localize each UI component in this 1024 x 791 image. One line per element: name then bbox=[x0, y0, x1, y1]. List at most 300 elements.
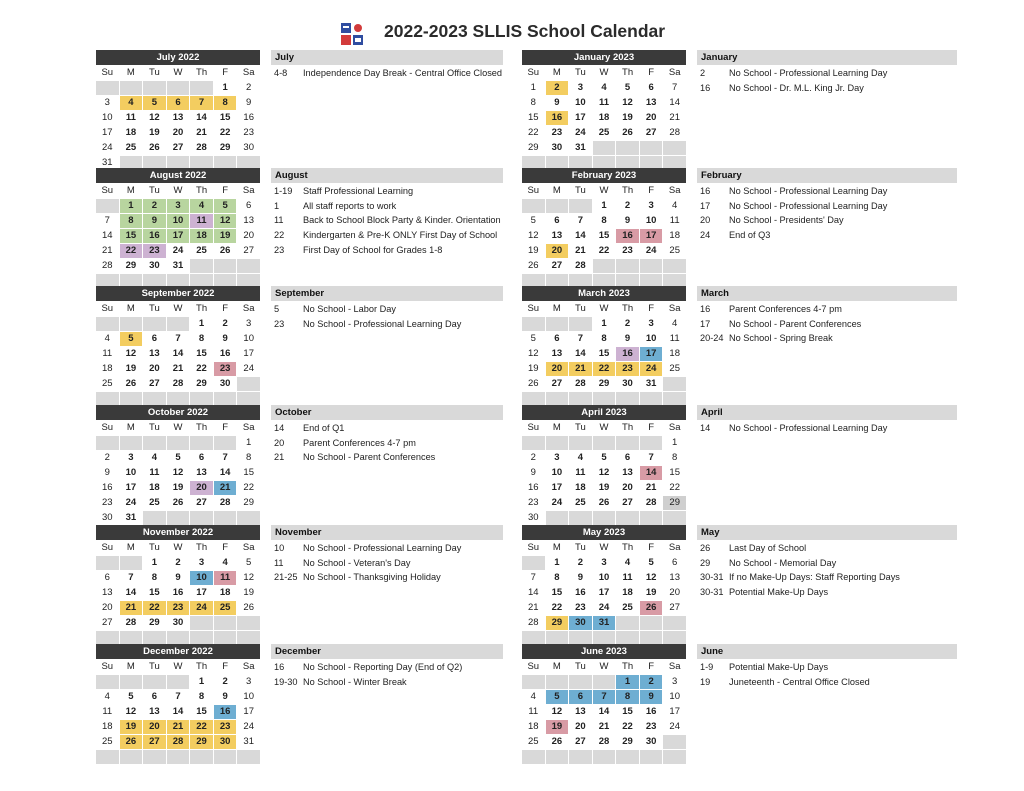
day-cell: 18 bbox=[120, 126, 143, 140]
empty-day-cell bbox=[237, 511, 260, 525]
day-cell: 20 bbox=[640, 111, 663, 125]
empty-day-cell bbox=[96, 436, 119, 450]
empty-day-cell bbox=[593, 436, 616, 450]
day-cell: 5 bbox=[593, 451, 616, 465]
weekday-header: W bbox=[599, 542, 609, 553]
event-text: Parent Conferences 4-7 pm bbox=[729, 304, 842, 314]
weekday-header: W bbox=[173, 661, 183, 672]
event-date: 2 bbox=[700, 68, 706, 78]
day-cell: 15 bbox=[593, 347, 616, 361]
day-cell: 11 bbox=[120, 111, 143, 125]
day-cell: 3 bbox=[120, 451, 143, 465]
event-text: Staff Professional Learning bbox=[303, 186, 414, 196]
day-cell: 12 bbox=[167, 466, 190, 480]
event-date: 19 bbox=[700, 676, 711, 687]
day-cell: 6 bbox=[546, 332, 569, 346]
empty-day-cell bbox=[522, 631, 545, 645]
empty-day-cell bbox=[237, 392, 260, 406]
empty-day-cell bbox=[640, 750, 663, 764]
day-cell: 12 bbox=[546, 705, 569, 719]
day-cell: 8 bbox=[120, 214, 143, 228]
month-grid bbox=[96, 66, 260, 170]
month-title: January 2023 bbox=[522, 50, 686, 65]
day-cell: 27 bbox=[616, 496, 639, 510]
empty-day-cell bbox=[167, 675, 190, 689]
event-item bbox=[271, 214, 503, 229]
empty-day-cell bbox=[616, 616, 639, 630]
event-date: 19-30 bbox=[274, 676, 298, 687]
event-text: Kindergarten & Pre-K ONLY First Day of School bbox=[303, 230, 498, 241]
day-cell: 7 bbox=[120, 571, 143, 585]
event-date: 30-31 bbox=[700, 587, 724, 598]
day-cell: 11 bbox=[569, 466, 592, 480]
empty-day-cell bbox=[593, 631, 616, 645]
event-date: 1-9 bbox=[700, 662, 714, 672]
weekday-header: Sa bbox=[242, 661, 255, 672]
empty-day-cell bbox=[522, 750, 545, 764]
day-cell: 29 bbox=[237, 496, 260, 510]
event-date: 14 bbox=[274, 423, 285, 433]
day-cell: 15 bbox=[120, 229, 143, 243]
day-cell: 20 bbox=[569, 720, 592, 734]
event-text: No School - Professional Learning Day bbox=[303, 543, 462, 553]
empty-day-cell bbox=[663, 616, 686, 630]
day-cell: 3 bbox=[96, 96, 119, 110]
day-cell: 11 bbox=[522, 705, 545, 719]
month-grid bbox=[96, 541, 260, 645]
day-cell: 13 bbox=[143, 705, 166, 719]
event-item bbox=[271, 303, 503, 318]
weekday-header: Su bbox=[527, 67, 540, 78]
day-cell: 13 bbox=[616, 466, 639, 480]
page-header bbox=[0, 18, 1024, 48]
empty-day-cell bbox=[96, 317, 119, 331]
day-cell: 2 bbox=[640, 675, 663, 689]
day-cell: 25 bbox=[522, 735, 545, 749]
weekday-header: W bbox=[599, 67, 609, 78]
weekday-header: Su bbox=[527, 185, 540, 196]
month-title: June 2023 bbox=[522, 644, 686, 659]
empty-day-cell bbox=[143, 436, 166, 450]
month-grid bbox=[96, 421, 260, 525]
day-cell: 15 bbox=[546, 586, 569, 600]
day-cell: 2 bbox=[167, 556, 190, 570]
day-cell: 11 bbox=[190, 214, 213, 228]
day-cell: 26 bbox=[593, 496, 616, 510]
empty-day-cell bbox=[640, 511, 663, 525]
event-date: 21-25 bbox=[274, 572, 298, 583]
day-cell: 18 bbox=[569, 481, 592, 495]
day-cell: 7 bbox=[663, 81, 686, 95]
event-item bbox=[271, 437, 503, 452]
weekday-header: Su bbox=[527, 661, 540, 672]
weekday-header: Th bbox=[622, 542, 634, 553]
weekday-header: Su bbox=[101, 542, 114, 553]
day-cell: 12 bbox=[214, 214, 237, 228]
empty-day-cell bbox=[640, 392, 663, 406]
day-cell: 28 bbox=[120, 616, 143, 630]
empty-day-cell bbox=[522, 436, 545, 450]
day-cell: 10 bbox=[96, 111, 119, 125]
day-cell: 6 bbox=[546, 214, 569, 228]
day-cell: 22 bbox=[120, 244, 143, 258]
event-item bbox=[271, 67, 503, 82]
event-text: No School - Professional Learning Day bbox=[729, 186, 888, 196]
weekday-header: W bbox=[173, 67, 183, 78]
day-cell: 21 bbox=[214, 481, 237, 495]
day-cell: 6 bbox=[96, 571, 119, 585]
empty-day-cell bbox=[569, 392, 592, 406]
day-cell: 29 bbox=[663, 496, 686, 510]
day-cell: 17 bbox=[640, 347, 663, 361]
event-text: No School - Professional Learning Day bbox=[729, 200, 888, 211]
empty-day-cell bbox=[593, 141, 616, 155]
day-cell: 28 bbox=[167, 735, 190, 749]
event-date: 1 bbox=[274, 200, 280, 211]
weekday-header: Sa bbox=[668, 303, 681, 314]
month-may-2023 bbox=[522, 525, 686, 645]
event-date: 21 bbox=[274, 452, 285, 463]
weekday-header: Th bbox=[196, 303, 208, 314]
weekday-header: F bbox=[222, 661, 229, 672]
day-cell: 11 bbox=[593, 96, 616, 110]
day-cell: 27 bbox=[546, 377, 569, 391]
empty-day-cell bbox=[522, 392, 545, 406]
day-cell: 7 bbox=[522, 571, 545, 585]
day-cell: 22 bbox=[190, 720, 213, 734]
empty-day-cell bbox=[569, 511, 592, 525]
day-cell: 16 bbox=[237, 111, 260, 125]
empty-day-cell bbox=[237, 616, 260, 630]
empty-day-cell bbox=[546, 675, 569, 689]
weekday-header: F bbox=[648, 661, 655, 672]
month-grid bbox=[96, 184, 260, 288]
empty-day-cell bbox=[546, 750, 569, 764]
events-august bbox=[271, 168, 503, 258]
event-item bbox=[271, 676, 503, 691]
events-july bbox=[271, 50, 503, 82]
day-cell: 13 bbox=[167, 111, 190, 125]
weekday-header: F bbox=[222, 422, 229, 433]
empty-day-cell bbox=[522, 556, 545, 570]
day-cell: 16 bbox=[167, 586, 190, 600]
empty-day-cell bbox=[190, 511, 213, 525]
day-cell: 20 bbox=[546, 244, 569, 258]
day-cell: 3 bbox=[663, 675, 686, 689]
day-cell: 12 bbox=[522, 347, 545, 361]
day-cell: 26 bbox=[214, 244, 237, 258]
day-cell: 6 bbox=[143, 690, 166, 704]
empty-day-cell bbox=[120, 317, 143, 331]
weekday-header: M bbox=[126, 185, 135, 196]
empty-day-cell bbox=[569, 675, 592, 689]
event-text: First Day of School for Grades 1-8 bbox=[303, 244, 443, 255]
day-cell: 25 bbox=[593, 126, 616, 140]
event-date: 16 bbox=[274, 662, 285, 672]
weekday-header: Th bbox=[622, 422, 634, 433]
events-month-title: September bbox=[271, 286, 503, 301]
day-cell: 26 bbox=[640, 601, 663, 615]
day-cell: 17 bbox=[546, 481, 569, 495]
weekday-header: Su bbox=[101, 661, 114, 672]
event-item bbox=[271, 542, 503, 557]
day-cell: 1 bbox=[190, 317, 213, 331]
weekday-header: Th bbox=[196, 542, 208, 553]
event-item bbox=[697, 586, 957, 601]
day-cell: 16 bbox=[143, 229, 166, 243]
day-cell: 26 bbox=[522, 259, 545, 273]
day-cell: 19 bbox=[214, 229, 237, 243]
empty-day-cell bbox=[190, 259, 213, 273]
day-cell: 2 bbox=[96, 451, 119, 465]
event-date: 20-24 bbox=[700, 333, 724, 344]
day-cell: 5 bbox=[143, 96, 166, 110]
empty-day-cell bbox=[167, 750, 190, 764]
empty-day-cell bbox=[616, 631, 639, 645]
day-cell: 24 bbox=[167, 244, 190, 258]
weekday-header: Th bbox=[622, 661, 634, 672]
day-cell: 20 bbox=[546, 362, 569, 376]
day-cell: 5 bbox=[120, 690, 143, 704]
empty-day-cell bbox=[663, 631, 686, 645]
month-september-2022 bbox=[96, 286, 260, 406]
empty-day-cell bbox=[120, 556, 143, 570]
day-cell: 27 bbox=[190, 496, 213, 510]
day-cell: 15 bbox=[190, 705, 213, 719]
weekday-header: Tu bbox=[149, 422, 160, 433]
empty-day-cell bbox=[120, 436, 143, 450]
event-item bbox=[697, 185, 957, 200]
month-march-2023 bbox=[522, 286, 686, 406]
day-cell: 31 bbox=[569, 141, 592, 155]
month-january-2023 bbox=[522, 50, 686, 170]
day-cell: 2 bbox=[237, 81, 260, 95]
day-cell: 6 bbox=[190, 451, 213, 465]
day-cell: 23 bbox=[569, 601, 592, 615]
events-september bbox=[271, 286, 503, 332]
empty-day-cell bbox=[593, 392, 616, 406]
empty-day-cell bbox=[663, 511, 686, 525]
day-cell: 10 bbox=[663, 690, 686, 704]
day-cell: 28 bbox=[593, 735, 616, 749]
empty-day-cell bbox=[214, 436, 237, 450]
weekday-header: Tu bbox=[575, 542, 586, 553]
day-cell: 10 bbox=[640, 332, 663, 346]
day-cell: 3 bbox=[593, 556, 616, 570]
events-month-title: January bbox=[697, 50, 957, 65]
event-text: No School - Parent Conferences bbox=[729, 318, 862, 329]
day-cell: 18 bbox=[593, 111, 616, 125]
day-cell: 22 bbox=[143, 601, 166, 615]
day-cell: 27 bbox=[640, 126, 663, 140]
empty-day-cell bbox=[120, 81, 143, 95]
month-title: April 2023 bbox=[522, 405, 686, 420]
day-cell: 24 bbox=[237, 362, 260, 376]
empty-day-cell bbox=[663, 750, 686, 764]
events-april bbox=[697, 405, 957, 437]
day-cell: 9 bbox=[214, 332, 237, 346]
empty-day-cell bbox=[214, 750, 237, 764]
day-cell: 21 bbox=[96, 244, 119, 258]
day-cell: 2 bbox=[143, 199, 166, 213]
day-cell: 7 bbox=[167, 690, 190, 704]
event-item bbox=[697, 229, 957, 244]
weekday-header: M bbox=[552, 422, 561, 433]
day-cell: 4 bbox=[120, 96, 143, 110]
day-cell: 22 bbox=[546, 601, 569, 615]
day-cell: 5 bbox=[120, 332, 143, 346]
empty-day-cell bbox=[640, 141, 663, 155]
day-cell: 4 bbox=[190, 199, 213, 213]
day-cell: 31 bbox=[237, 735, 260, 749]
event-date: 1-19 bbox=[274, 186, 293, 196]
weekday-header: F bbox=[648, 185, 655, 196]
day-cell: 27 bbox=[546, 259, 569, 273]
day-cell: 2 bbox=[569, 556, 592, 570]
day-cell: 4 bbox=[96, 690, 119, 704]
event-item bbox=[271, 422, 503, 437]
month-title: May 2023 bbox=[522, 525, 686, 540]
day-cell: 22 bbox=[237, 481, 260, 495]
day-cell: 30 bbox=[616, 377, 639, 391]
day-cell: 6 bbox=[237, 199, 260, 213]
day-cell: 16 bbox=[616, 347, 639, 361]
events-month-title: October bbox=[271, 405, 503, 420]
event-text: No School - Memorial Day bbox=[729, 557, 837, 568]
day-cell: 14 bbox=[167, 705, 190, 719]
day-cell: 1 bbox=[546, 556, 569, 570]
event-item bbox=[697, 571, 957, 586]
empty-day-cell bbox=[569, 317, 592, 331]
event-text: Potential Make-Up Days bbox=[729, 662, 829, 672]
day-cell: 6 bbox=[569, 690, 592, 704]
day-cell: 2 bbox=[214, 675, 237, 689]
day-cell: 7 bbox=[190, 96, 213, 110]
empty-day-cell bbox=[214, 392, 237, 406]
weekday-header: Tu bbox=[575, 661, 586, 672]
day-cell: 14 bbox=[522, 586, 545, 600]
empty-day-cell bbox=[143, 81, 166, 95]
weekday-header: Sa bbox=[242, 185, 255, 196]
day-cell: 10 bbox=[167, 214, 190, 228]
day-cell: 24 bbox=[593, 601, 616, 615]
day-cell: 23 bbox=[143, 244, 166, 258]
event-item bbox=[271, 229, 503, 244]
event-text: No School - Professional Learning Day bbox=[729, 68, 888, 78]
events-june bbox=[697, 644, 957, 690]
day-cell: 29 bbox=[546, 616, 569, 630]
day-cell: 17 bbox=[593, 586, 616, 600]
empty-day-cell bbox=[96, 81, 119, 95]
empty-day-cell bbox=[143, 511, 166, 525]
event-text: No School - Dr. M.L. King Jr. Day bbox=[729, 82, 864, 93]
day-cell: 15 bbox=[190, 347, 213, 361]
day-cell: 24 bbox=[663, 720, 686, 734]
day-cell: 23 bbox=[167, 601, 190, 615]
day-cell: 8 bbox=[593, 332, 616, 346]
weekday-header: Su bbox=[101, 67, 114, 78]
month-august-2022 bbox=[96, 168, 260, 288]
day-cell: 20 bbox=[143, 362, 166, 376]
day-cell: 17 bbox=[663, 705, 686, 719]
event-item bbox=[271, 318, 503, 333]
day-cell: 7 bbox=[167, 332, 190, 346]
day-cell: 14 bbox=[190, 111, 213, 125]
event-item bbox=[697, 214, 957, 229]
event-date: 11 bbox=[274, 215, 284, 226]
day-cell: 9 bbox=[167, 571, 190, 585]
day-cell: 30 bbox=[214, 735, 237, 749]
month-title: October 2022 bbox=[96, 405, 260, 420]
day-cell: 28 bbox=[522, 616, 545, 630]
day-cell: 12 bbox=[593, 466, 616, 480]
day-cell: 13 bbox=[190, 466, 213, 480]
events-month-title: December bbox=[271, 644, 503, 659]
day-cell: 30 bbox=[569, 616, 592, 630]
day-cell: 11 bbox=[663, 214, 686, 228]
weekday-header: Sa bbox=[242, 67, 255, 78]
weekday-header: Tu bbox=[575, 67, 586, 78]
day-cell: 9 bbox=[616, 214, 639, 228]
day-cell: 28 bbox=[167, 377, 190, 391]
day-cell: 18 bbox=[616, 586, 639, 600]
day-cell: 28 bbox=[214, 496, 237, 510]
day-cell: 14 bbox=[120, 586, 143, 600]
day-cell: 16 bbox=[214, 347, 237, 361]
day-cell: 28 bbox=[663, 126, 686, 140]
weekday-header: M bbox=[126, 422, 135, 433]
day-cell: 21 bbox=[120, 601, 143, 615]
month-july-2022 bbox=[96, 50, 260, 170]
weekday-header: M bbox=[552, 185, 561, 196]
month-title: August 2022 bbox=[96, 168, 260, 183]
day-cell: 27 bbox=[167, 141, 190, 155]
day-cell: 1 bbox=[237, 436, 260, 450]
empty-day-cell bbox=[593, 511, 616, 525]
day-cell: 17 bbox=[640, 229, 663, 243]
day-cell: 21 bbox=[167, 362, 190, 376]
day-cell: 1 bbox=[190, 675, 213, 689]
day-cell: 22 bbox=[616, 720, 639, 734]
empty-day-cell bbox=[640, 436, 663, 450]
weekday-header: M bbox=[126, 67, 135, 78]
day-cell: 13 bbox=[569, 705, 592, 719]
weekday-header: Su bbox=[101, 422, 114, 433]
day-cell: 20 bbox=[143, 720, 166, 734]
month-title: July 2022 bbox=[96, 50, 260, 65]
day-cell: 12 bbox=[640, 571, 663, 585]
month-title: March 2023 bbox=[522, 286, 686, 301]
day-cell: 17 bbox=[167, 229, 190, 243]
day-cell: 13 bbox=[546, 347, 569, 361]
day-cell: 22 bbox=[190, 362, 213, 376]
month-grid bbox=[522, 660, 686, 764]
day-cell: 19 bbox=[167, 481, 190, 495]
day-cell: 30 bbox=[237, 141, 260, 155]
day-cell: 4 bbox=[143, 451, 166, 465]
day-cell: 23 bbox=[616, 362, 639, 376]
empty-day-cell bbox=[214, 631, 237, 645]
event-text: No School - Parent Conferences bbox=[303, 452, 436, 463]
day-cell: 15 bbox=[616, 705, 639, 719]
month-june-2023 bbox=[522, 644, 686, 764]
day-cell: 13 bbox=[237, 214, 260, 228]
day-cell: 18 bbox=[663, 347, 686, 361]
empty-day-cell bbox=[190, 81, 213, 95]
empty-day-cell bbox=[640, 631, 663, 645]
day-cell: 28 bbox=[569, 259, 592, 273]
empty-day-cell bbox=[663, 377, 686, 391]
